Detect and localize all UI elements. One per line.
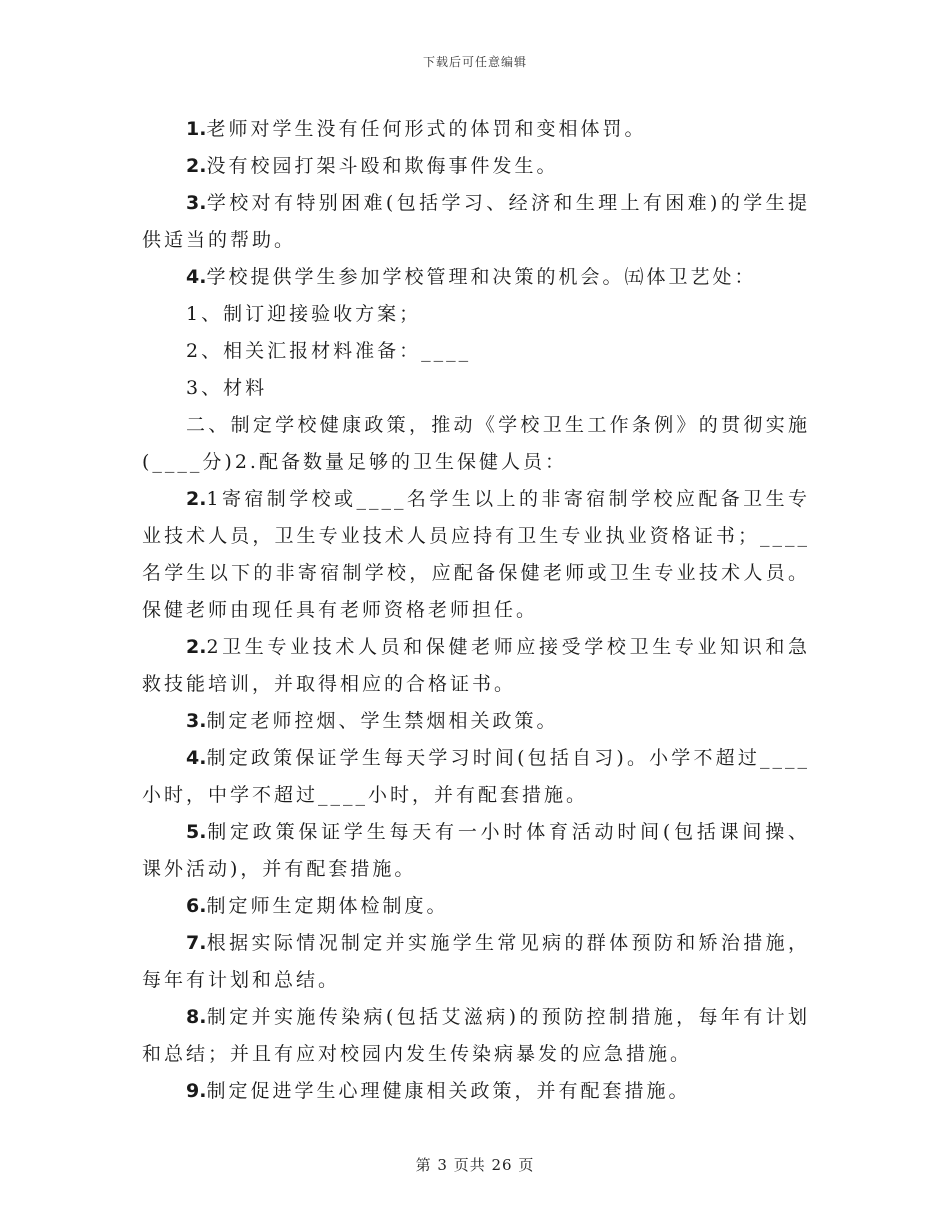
paragraph-1 (142, 111, 810, 148)
item-text: 学校提供学生参加学校管理和决策的机会。㈤体卫艺处： (206, 266, 757, 288)
paragraph-3 (142, 185, 810, 259)
page-footer: 第 3 页共 26 页 (415, 1156, 535, 1174)
item-text: 1寄宿制学校或____名学生以上的非寄宿制学校应配备卫生专业技术人员，卫生专业技术人员应持有卫生专业执业资格证书；____名学生以下的非寄宿制学校，应配备保健老师或卫生专业技术人员。保健老师由现任具有老师资格老师担任。 (142, 488, 810, 621)
item-number: 9. (186, 1080, 207, 1102)
paragraph-4 (142, 259, 810, 296)
item-number: 5. (186, 821, 207, 843)
item-text: 2、相关汇报材料准备：____ (186, 340, 472, 362)
paragraph-6 (142, 333, 810, 370)
item-text: 3、材料 (186, 377, 268, 399)
paragraph-7 (142, 370, 810, 407)
paragraph-16 (142, 999, 810, 1073)
paragraph-9 (142, 481, 810, 629)
paragraph-12 (142, 740, 810, 814)
paragraph-2 (142, 148, 810, 185)
item-text: 二、制定学校健康政策，推动《学校卫生工作条例》的贯彻实施(____分)2.配备数量足够的卫生保健人员： (142, 414, 810, 473)
item-text: 制定政策保证学生每天有一小时体育活动时间(包括课间操、课外活动)，并有配套措施。 (142, 821, 810, 880)
item-text: 制定老师控烟、学生禁烟相关政策。 (206, 710, 559, 732)
item-number: 8. (186, 1006, 207, 1028)
item-text: 老师对学生没有任何形式的体罚和变相体罚。 (206, 118, 647, 140)
item-text: 根据实际情况制定并实施学生常见病的群体预防和矫治措施，每年有计划和总结。 (142, 932, 810, 991)
item-text: 学校对有特别困难(包括学习、经济和生理上有困难)的学生提供适当的帮助。 (142, 192, 810, 251)
item-number: 3. (186, 192, 207, 214)
item-number: 6. (186, 895, 207, 917)
paragraph-17 (142, 1073, 810, 1110)
item-number: 7. (186, 932, 207, 954)
paragraph-10 (142, 629, 810, 703)
item-number: 3. (186, 710, 207, 732)
paragraph-15 (142, 925, 810, 999)
item-number: 2. (186, 488, 207, 510)
item-number: 1. (186, 118, 207, 140)
item-text: 1、制订迎接验收方案； (186, 303, 422, 325)
item-text: 制定促进学生心理健康相关政策，并有配套措施。 (206, 1080, 691, 1102)
item-text: 制定政策保证学生每天学习时间(包括自习)。小学不超过____小时，中学不超过____小时，并有配套措施。 (142, 747, 810, 806)
item-text: 没有校园打架斗殴和欺侮事件发生。 (206, 155, 559, 177)
item-text: 制定并实施传染病(包括艾滋病)的预防控制措施，每年有计划和总结；并且有应对校园内发生传染病暴发的应急措施。 (142, 1006, 810, 1065)
document-body (142, 111, 810, 1110)
paragraph-5 (142, 296, 810, 333)
paragraph-11 (142, 703, 810, 740)
page-header: 下载后可任意编辑 (422, 55, 527, 69)
paragraph-13 (142, 814, 810, 888)
paragraph-8 (142, 407, 810, 481)
item-number: 2. (186, 636, 207, 658)
item-text: 制定师生定期体检制度。 (206, 895, 449, 917)
paragraph-14 (142, 888, 810, 925)
item-number: 2. (186, 155, 207, 177)
item-number: 4. (186, 747, 207, 769)
item-number: 4. (186, 266, 207, 288)
item-text: 2卫生专业技术人员和保健老师应接受学校卫生专业知识和急救技能培训，并取得相应的合格证书。 (142, 636, 810, 695)
